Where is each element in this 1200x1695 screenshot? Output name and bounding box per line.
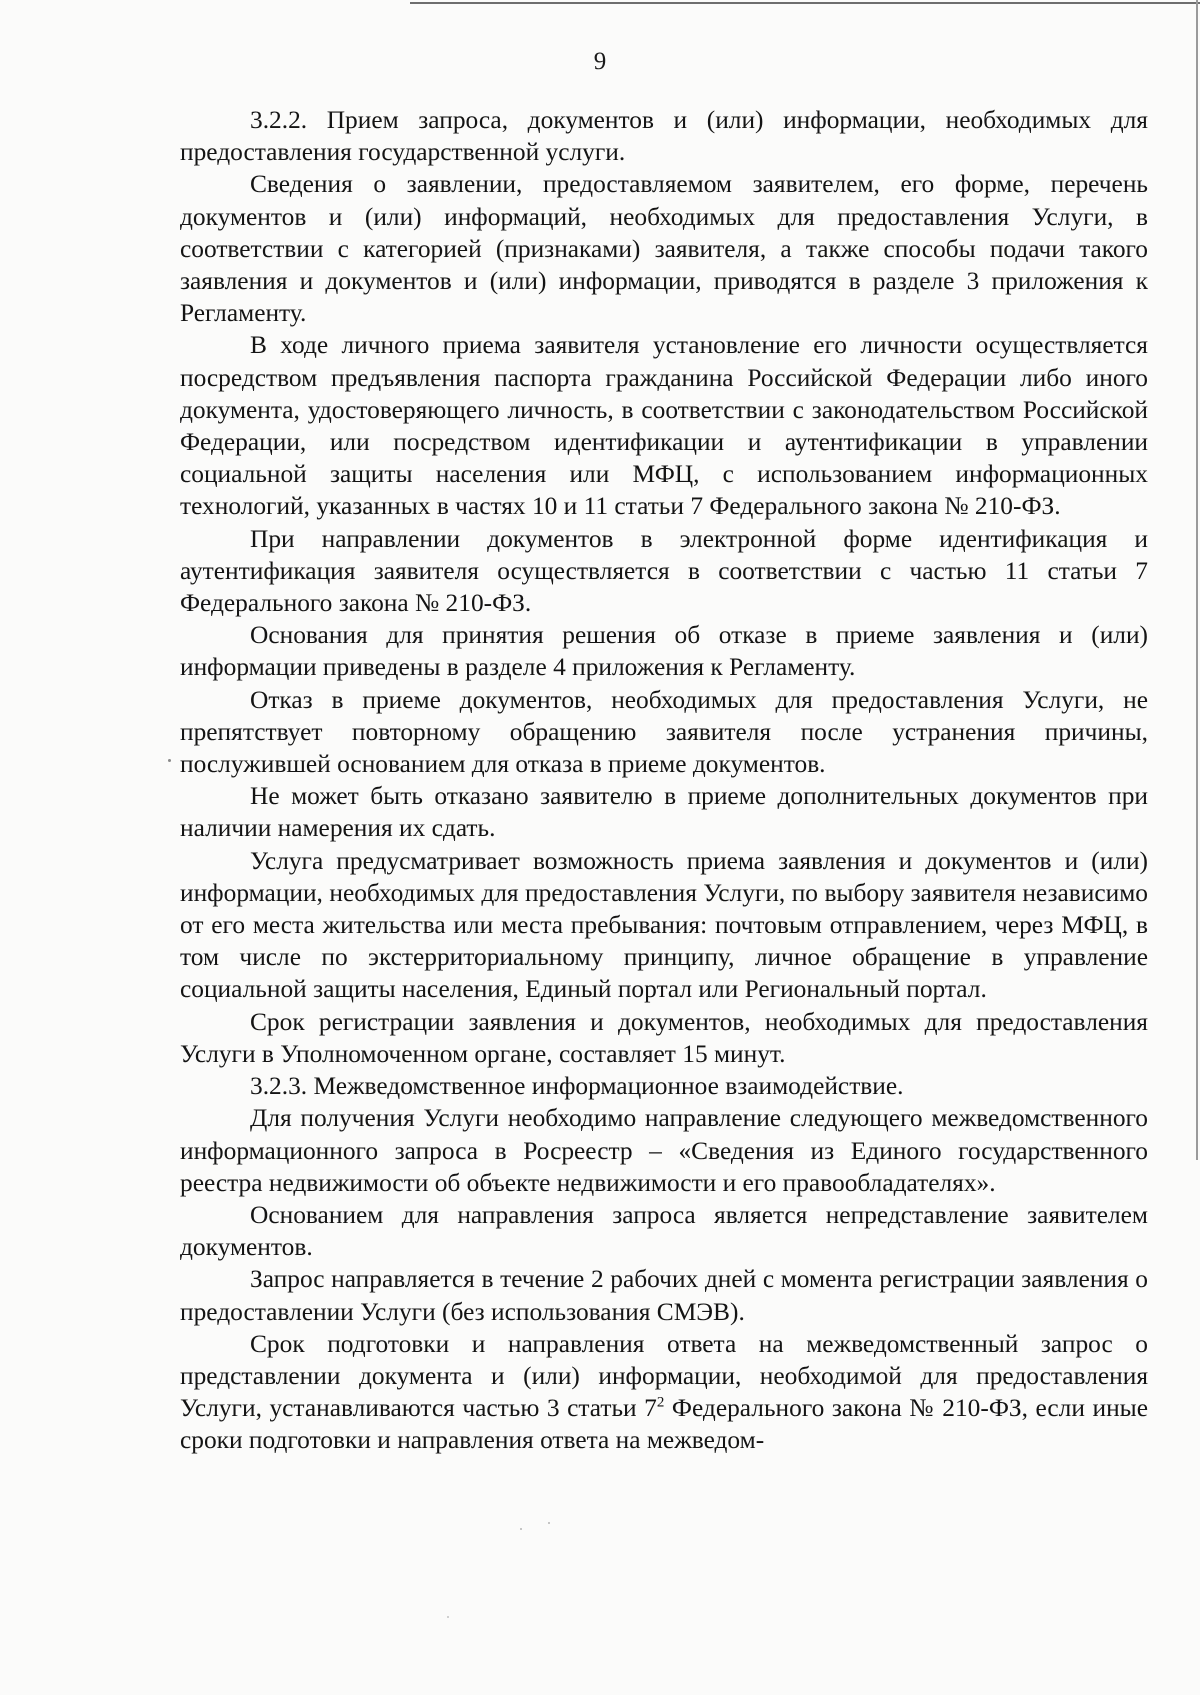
paragraph-last-text-end: Федерального закона № 210-ФЗ, если иные сроки подготовки и направления ответа на межведом- (180, 1394, 1148, 1455)
paragraph: Для получения Услуги необходимо направление следующего межведомственного информационного запроса в Росреестр – «Сведения из Единого государственного реестра недвижимости об объекте недвижимости и его правообладателях». (180, 1104, 1148, 1197)
paragraph: Запрос направляется в течение 2 рабочих дней с момента регистрации заявления о предоставлении Услуги (без использования СМЭВ). (180, 1265, 1148, 1326)
paragraph: Отказ в приеме документов, необходимых для предоставления Услуги, не препятствует повторному обращению заявителя после устранения причины, послужившей основанием для отказа в приеме документов. (180, 685, 1148, 779)
scan-speck (548, 1522, 550, 1524)
paragraph-last-text-start: Срок подготовки и направления ответа на межведомственный запрос о представлении документа и (или) информации, необходимой для предоставления Услуги, устанавливаются частью 3 статьи 7 (180, 1329, 1148, 1423)
paragraph: В ходе личного приема заявителя установление его личности осуществляется посредством предъявления паспорта гражданина Российской Федерации либо иного документа, удостоверяющего личность, в соответствии с законодательством Российской Федерации, или посредством идентификации и аутентификации в управлении социальной защиты населения или МФЦ, с использованием информационных технологий, указанных в частях 10 и 11 статьи 7 Федерального закона № 210-ФЗ. (180, 331, 1148, 521)
paragraph-section-3-2-3: 3.2.3. Межведомственное информационное взаимодействие. (250, 1072, 904, 1101)
paragraph-last (180, 1328, 1148, 1457)
paragraph: Основанием для направления запроса является непредставление заявителем документов. (180, 1200, 1148, 1262)
page-number: 9 (593, 48, 607, 75)
paragraph: При направлении документов в электронной форме идентификация и аутентификация заявителя осуществляется в соответствии с частью 11 статьи 7 Федерального закона № 210-ФЗ. (180, 524, 1148, 618)
scan-top-edge (410, 2, 1200, 4)
scan-speck (447, 1616, 449, 1618)
scan-right-edge (1196, 0, 1198, 1160)
superscript-article-number: 2 (656, 1394, 665, 1411)
paragraph: Услуга предусматривает возможность приема заявления и документов и (или) информации, необходимых для предоставления Услуги, по выбору заявителя независимо от его места жительства или места пребывания: почтовым отправлением, через МФЦ, в том числе по экстерриториальному принципу, личное обращение в управление социальной защиты населения, Единый портал или Региональный портал. (180, 846, 1148, 1004)
paragraph: Сведения о заявлении, предоставляемом заявителем, его форме, перечень документов и (или) информаций, необходимых для предоставления Услуги, в соответствии с категорией (признаками) заявителя, а также способы подачи такого заявления и документов и (или) информации, приводятся в разделе 3 приложения к Регламенту. (180, 170, 1148, 328)
paragraph: Основания для принятия решения об отказе в приеме заявления и (или) информации приведены в разделе 4 приложения к Регламенту. (180, 621, 1148, 682)
paragraph-section-3-2-2: 3.2.2. Прием запроса, документов и (или) информации, необходимых для предоставления государственной услуги. (180, 106, 1148, 167)
scan-speck (520, 1528, 522, 1530)
paragraph: Срок регистрации заявления и документов, необходимых для предоставления Услуги в Уполномоченном органе, составляет 15 минут. (180, 1007, 1148, 1068)
document-body (180, 104, 1148, 1457)
paragraph: Не может быть отказано заявителю в приеме дополнительных документов при наличии намерения их сдать. (180, 782, 1148, 843)
scan-speck (168, 759, 171, 762)
